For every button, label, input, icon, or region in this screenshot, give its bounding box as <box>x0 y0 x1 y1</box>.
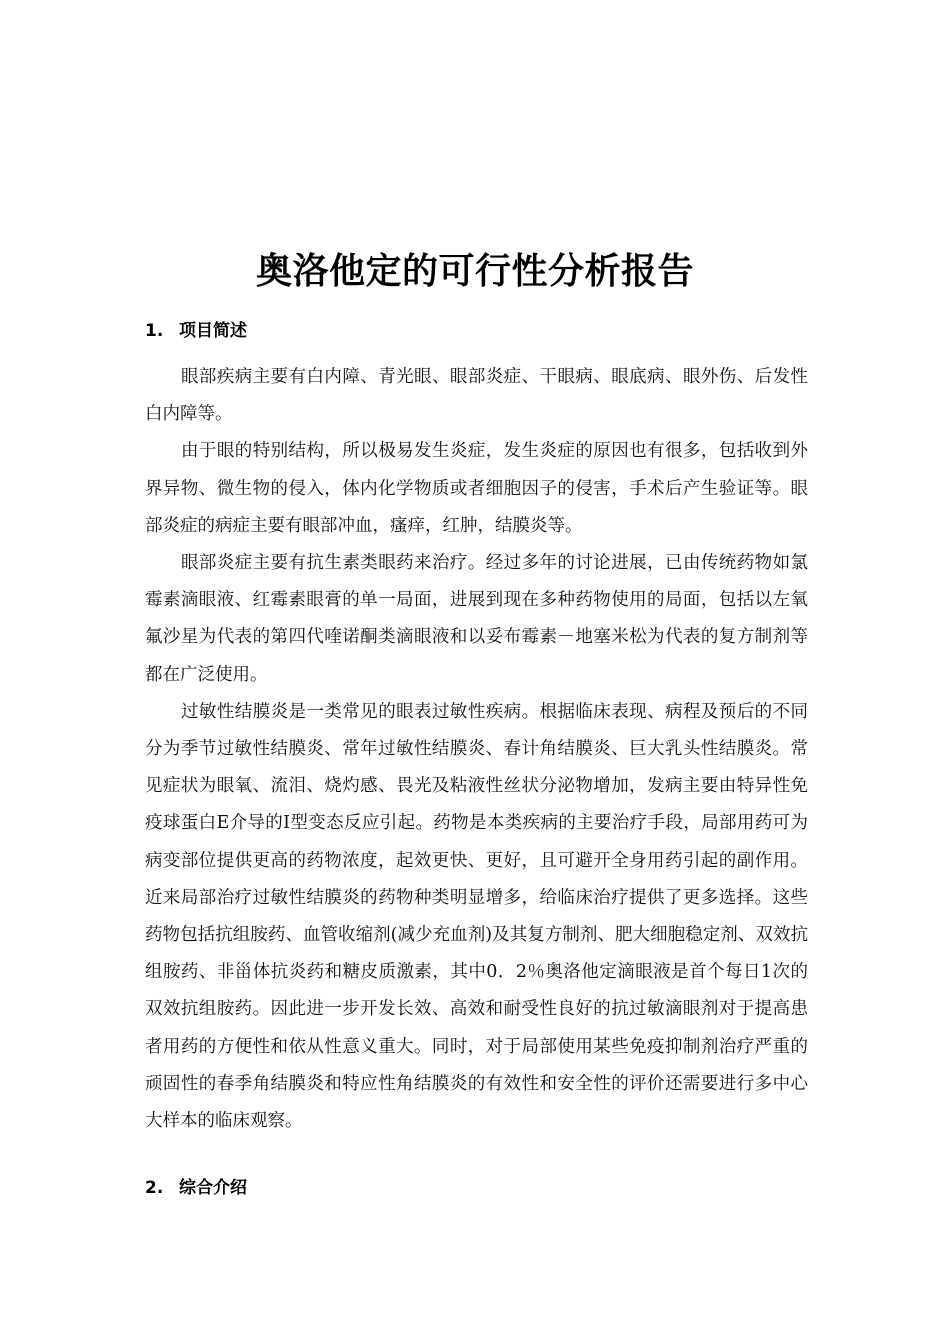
section-title: 综合介绍 <box>179 1178 247 1198</box>
document-title: 奥洛他定的可行性分析报告 <box>255 251 694 292</box>
paragraph: 由于眼的特别结构，所以极易发生炎症，发生炎症的原因也有很多，包括收到外界异物、微生物的侵入，体内化学物质或者细胞因子的侵害，手术后产生验证等。眼部炎症的病症主要有眼部冲血，瘙痒，红肿，结膜炎等。 <box>145 441 808 536</box>
paragraph: 过敏性结膜炎是一类常见的眼表过敏性疾病。根据临床表现、病程及预后的不同分为季节过敏性结膜炎、常年过敏性结膜炎、春计角结膜炎、巨大乳头性结膜炎。常见症状为眼氧、流泪、烧灼感、畏光及粘液性丝状分泌物增加，发病主要由特异性免疫球蛋白E介导的I型变态反应引起。药物是本类疾病的主要治疗手段，局部用药可为病变部位提供更高的药物浓度，起效更快、更好，且可避开全身用药引起的副作用。近来局部治疗过敏性结膜炎的药物种类明显增多，给临床治疗提供了更多选择。这些药物包括抗组胺药、血管收缩剂(减少充血剂)及其复方制剂、肥大细胞稳定剂、双效抗组胺药、非甾体抗炎药和糖皮质激素，其中0．2％奥洛他定滴眼液是首个每日1次的双效抗组胺药。因此进一步开发长效、高效和耐受性良好的抗过敏滴眼剂对于提高患者用药的方便性和依从性意义重大。同时，对于局部使用某些免疫抑制剂治疗严重的顽固性的春季角结膜炎和特应性角结膜炎的有效性和安全性的评价还需要进行多中心大样本的临床观察。 <box>145 701 808 1132</box>
section-heading-2 <box>145 1176 247 1200</box>
paragraph: 眼部炎症主要有抗生素类眼药来治疗。经过多年的讨论进展，已由传统药物如氯霉素滴眼液、红霉素眼膏的单一局面，进展到现在多种药物使用的局面，包括以左氧氟沙星为代表的第四代喹诺酮类滴眼液和以妥布霉素－地塞米松为代表的复方制剂等都在广泛使用。 <box>145 553 808 685</box>
paragraph: 眼部疾病主要有白内障、青光眼、眼部炎症、干眼病、眼底病、眼外伤、后发性白内障等。 <box>145 367 808 425</box>
section-heading-1 <box>145 319 247 343</box>
section-title: 项目简述 <box>179 321 247 341</box>
section-number: 2. <box>145 1178 164 1198</box>
section-1-body <box>145 359 808 1140</box>
section-number: 1. <box>145 321 164 341</box>
